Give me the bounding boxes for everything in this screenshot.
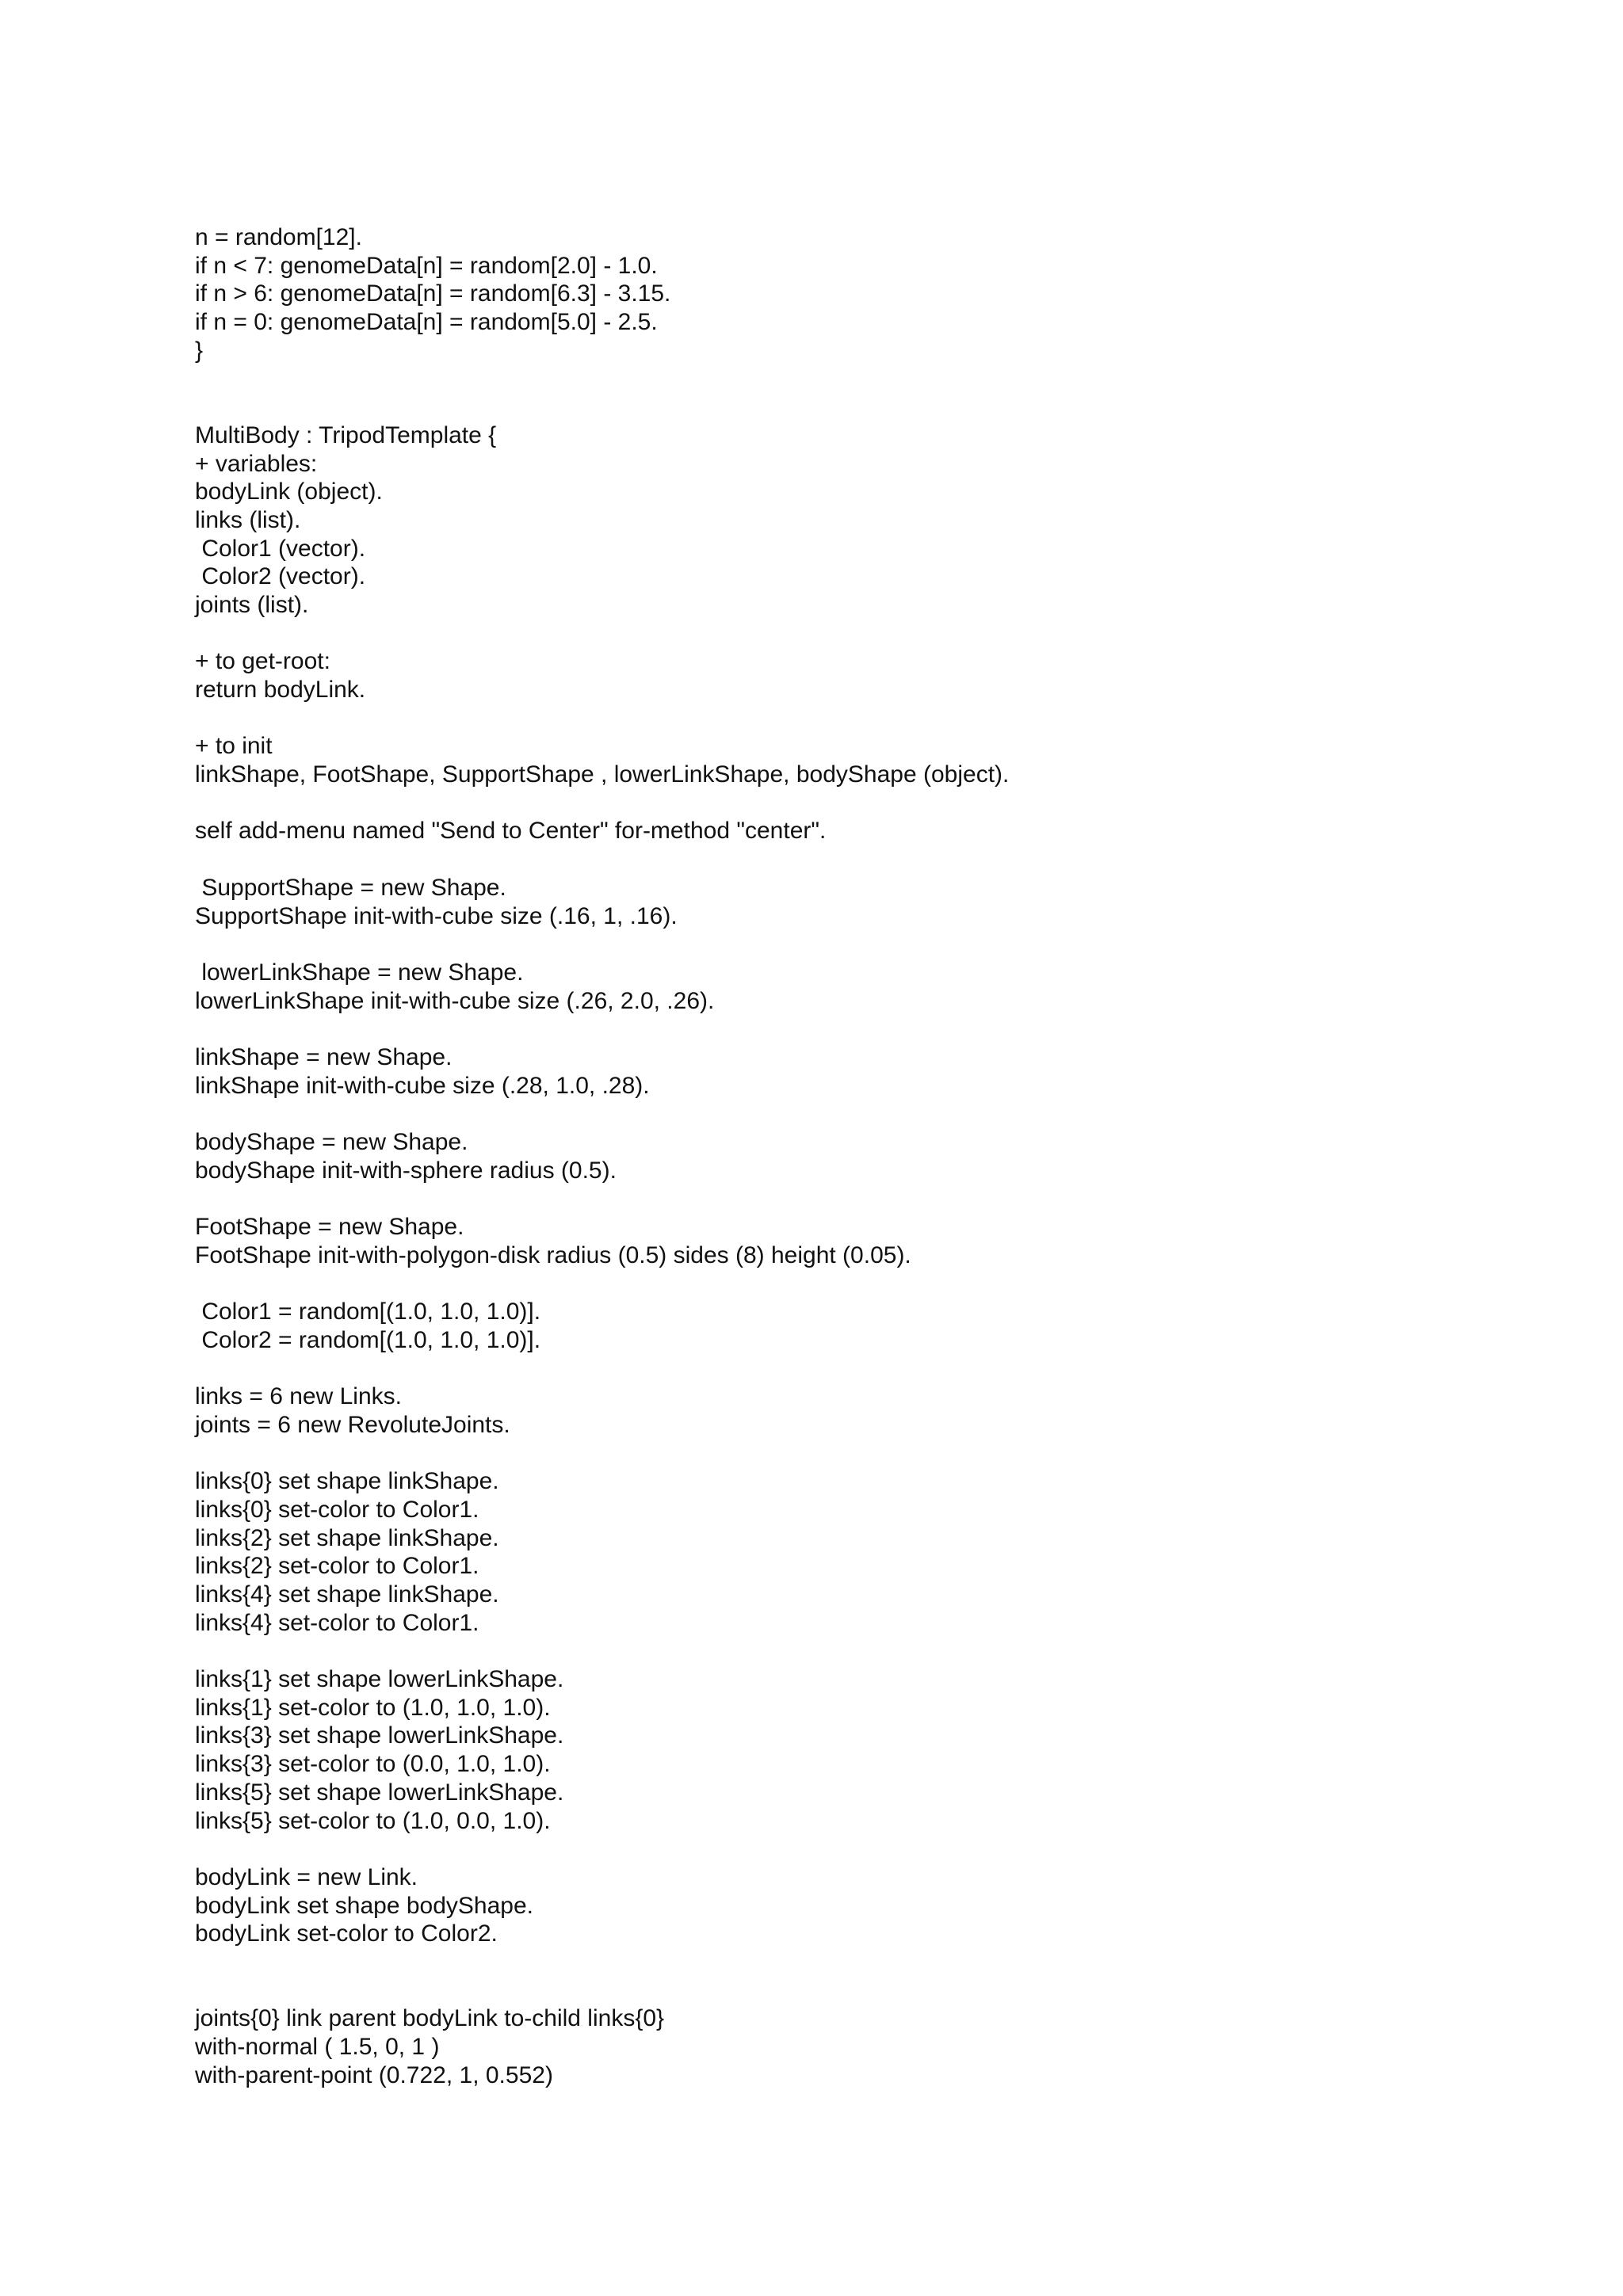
blank-line — [195, 1355, 1542, 1383]
blank-line — [195, 1100, 1542, 1128]
code-line: links (list). — [195, 506, 301, 533]
blank-line — [195, 789, 1542, 818]
code-line: + to get-root: — [195, 648, 330, 675]
code-line: + to init — [195, 733, 273, 760]
code-line: links{0} set shape linkShape. — [195, 1468, 499, 1495]
code-line: with-normal ( 1.5, 0, 1 ) — [195, 2034, 440, 2060]
code-line: } — [195, 337, 204, 364]
code-line: joints (list). — [195, 591, 309, 618]
blank-line — [195, 1835, 1542, 1863]
code-line: n = random[12]. — [195, 224, 362, 250]
code-line: lowerLinkShape = new Shape. — [195, 959, 524, 986]
blank-line — [195, 930, 1542, 959]
code-line: joints{0} link parent bodyLink to-child links{0} — [195, 2005, 665, 2032]
code-line: if n = 0: genomeData[n] = random[5.0] - 2.5. — [195, 309, 658, 336]
code-line: SupportShape init-with-cube size (.16, 1, .16). — [195, 902, 678, 929]
blank-line — [195, 704, 1542, 733]
blank-line — [195, 620, 1542, 648]
code-line: FootShape init-with-polygon-disk radius (0.5) sides (8) height (0.05). — [195, 1241, 911, 1268]
code-line: self add-menu named "Send to Center" for-method "center". — [195, 818, 827, 845]
code-line: links{1} set-color to (1.0, 1.0, 1.0). — [195, 1694, 551, 1721]
blank-line — [195, 1015, 1542, 1043]
code-line: links{2} set-color to Color1. — [195, 1553, 479, 1580]
code-line: bodyLink = new Link. — [195, 1863, 418, 1890]
code-line: if n > 6: genomeData[n] = random[6.3] - 3.15. — [195, 280, 671, 307]
blank-line — [195, 1184, 1542, 1213]
code-line: links{5} set-color to (1.0, 0.0, 1.0). — [195, 1807, 551, 1834]
code-line: links{2} set shape linkShape. — [195, 1524, 499, 1551]
code-line: links = 6 new Links. — [195, 1383, 402, 1410]
code-line: bodyShape = new Shape. — [195, 1129, 468, 1155]
code-line: Color1 (vector). — [195, 535, 366, 562]
code-line: links{3} set-color to (0.0, 1.0, 1.0). — [195, 1751, 551, 1778]
code-line: with-parent-point (0.722, 1, 0.552) — [195, 2061, 553, 2088]
code-line: if n < 7: genomeData[n] = random[2.0] - 1.0. — [195, 252, 658, 279]
code-line: linkShape init-with-cube size (.28, 1.0, .28). — [195, 1072, 650, 1099]
code-line: lowerLinkShape init-with-cube size (.26, 2.0, .26). — [195, 987, 715, 1014]
blank-line — [195, 364, 1542, 393]
code-line: MultiBody : TripodTemplate { — [195, 421, 497, 448]
code-line: links{5} set shape lowerLinkShape. — [195, 1779, 564, 1806]
blank-line — [195, 1977, 1542, 2005]
code-line: joints = 6 new RevoluteJoints. — [195, 1411, 510, 1438]
code-line: links{1} set shape lowerLinkShape. — [195, 1666, 564, 1693]
code-line: bodyLink set-color to Color2. — [195, 1920, 498, 1947]
code-line: links{4} set-color to Color1. — [195, 1609, 479, 1636]
blank-line — [195, 1440, 1542, 1468]
code-line: + variables: — [195, 450, 318, 477]
code-line: Color1 = random[(1.0, 1.0, 1.0)]. — [195, 1299, 541, 1325]
blank-line — [195, 393, 1542, 421]
blank-line — [195, 1637, 1542, 1665]
code-listing — [195, 223, 1542, 2089]
code-line: SupportShape = new Shape. — [195, 874, 506, 901]
code-line: Color2 = random[(1.0, 1.0, 1.0)]. — [195, 1326, 541, 1353]
code-line: links{3} set shape lowerLinkShape. — [195, 1722, 564, 1749]
code-line: bodyShape init-with-sphere radius (0.5). — [195, 1157, 617, 1184]
code-line: linkShape, FootShape, SupportShape , lowerLinkShape, bodyShape (object). — [195, 761, 1010, 788]
code-line: bodyLink (object). — [195, 479, 383, 505]
blank-line — [195, 845, 1542, 874]
blank-line — [195, 1269, 1542, 1298]
code-line: return bodyLink. — [195, 677, 366, 703]
blank-line — [195, 1948, 1542, 1977]
code-line: bodyLink set shape bodyShape. — [195, 1892, 533, 1919]
code-line: Color2 (vector). — [195, 563, 366, 590]
code-line: FootShape = new Shape. — [195, 1214, 464, 1241]
code-line: links{0} set-color to Color1. — [195, 1496, 479, 1523]
code-line: linkShape = new Shape. — [195, 1043, 453, 1070]
code-line: links{4} set shape linkShape. — [195, 1581, 499, 1608]
